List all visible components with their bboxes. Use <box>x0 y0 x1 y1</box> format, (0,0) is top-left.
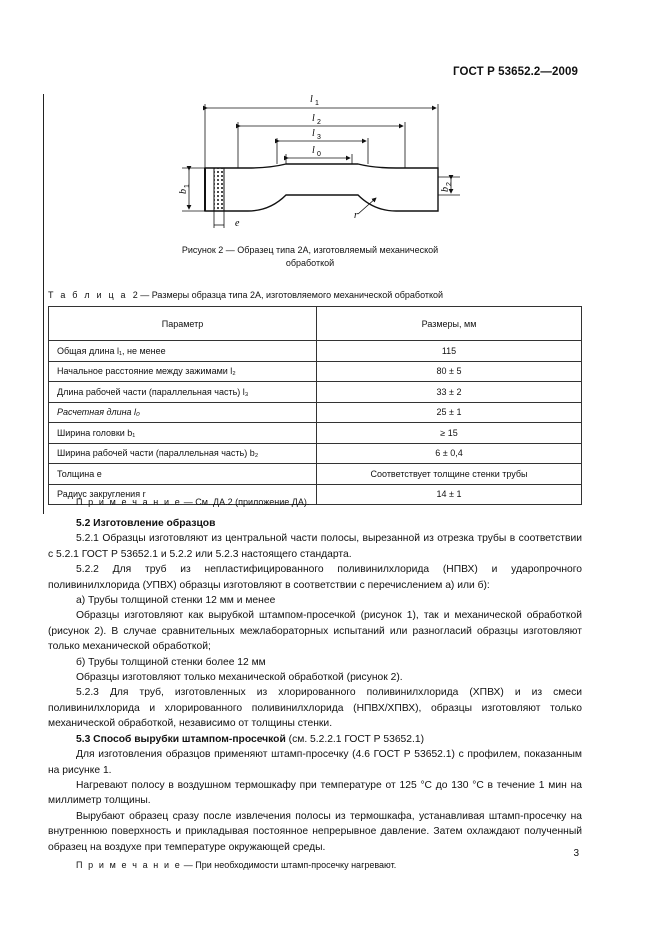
table-cell-value: 25 ± 1 <box>317 402 582 423</box>
section-note <box>48 858 582 873</box>
table-cell-param: Начальное расстояние между зажимами l₂ <box>49 361 317 382</box>
table-cell-value: 33 ± 2 <box>317 382 582 403</box>
paragraph: Образцы изготовляют только механической обработкой (рисунок 2). <box>76 672 403 684</box>
table-cell-value: 6 ± 0,4 <box>317 443 582 464</box>
section-heading-5-3-ref: (см. 5.2.2.1 ГОСТ Р 53652.1) <box>285 733 425 745</box>
body-text <box>48 516 582 873</box>
table-cell-value: 80 ± 5 <box>317 361 582 382</box>
paragraph: 5.2.1 Образцы изготовляют из центральной части полосы, вырезанной из отрезка трубы в соответствии с 5.2.1 ГОСТ Р 53652.1 и 5.2.2 или 5.2.3 настоящего стандарта. <box>48 533 582 560</box>
table-header-size: Размеры, мм <box>317 307 582 341</box>
figure-caption-line2: обработкой <box>285 258 335 268</box>
label-b1: b <box>178 189 189 194</box>
table-header-row <box>49 307 582 341</box>
label-l3-sub: 3 <box>317 134 321 141</box>
change-bar <box>43 94 44 514</box>
label-l2-sub: 2 <box>317 119 321 126</box>
page-number: 3 <box>573 848 579 859</box>
paragraph: Нагревают полосу в воздушном термошкафу при температуре от 125 °С до 130 °С в течение 1 мин на миллиметр толщины. <box>48 779 582 807</box>
section-heading-5-3-bold: 5.3 Способ вырубки штампом-просечкой <box>76 733 286 745</box>
paragraph: Вырубают образец сразу после извлечения полосы из термошкафа, устанавливая штамп-просечку на внутреннюю поверхность и прикладывая постоянное непрерывное давление. Затем охлаждают полученный образец на воздухе при температуре окружающей среды. <box>48 810 582 853</box>
table-title-text: 2 — Размеры образца типа 2А, изготовляемого механической обработкой <box>132 290 444 300</box>
section-heading-5-2: 5.2 Изготовление образцов <box>76 518 216 529</box>
table-cell-value: 115 <box>317 341 582 362</box>
table-cell-value: 14 ± 1 <box>317 484 582 505</box>
document-header: ГОСТ Р 53652.2—2009 <box>453 66 578 78</box>
label-l0-sub: 0 <box>317 151 321 158</box>
table-cell-param: Толщина e <box>49 464 317 485</box>
paragraph: Образцы изготовляют как вырубкой штампом-просечкой (рисунок 1), так и механической обработкой (рисунок 2). В случае сравнительных межлабораторных испытаний или разногласий образцы изготовляют только механической обработкой; <box>48 610 582 653</box>
section-note-text: — При необходимости штамп-просечку нагревают. <box>181 859 397 870</box>
table-note-text: — См. ДА.2 (приложение ДА). <box>181 497 310 507</box>
table-row <box>49 402 582 423</box>
table-row <box>49 341 582 362</box>
paragraph: 5.2.3 Для труб, изготовленных из хлорированного поливинилхлорида (ХПВХ) и из смеси поливинилхлорида и хлорированного поливинилхлорида (НПВХ/ХПВХ), образцы изготовляют только механической обработкой, независимо от толщины стенки. <box>48 687 582 730</box>
figure-caption-line1: Рисунок 2 — Образец типа 2А, изготовляемый механической <box>181 245 439 255</box>
table-note-prefix: П р и м е ч а н и е <box>76 497 182 507</box>
label-l2: l <box>312 113 315 124</box>
paragraph: Для изготовления образцов применяют штамп-просечку (4.6 ГОСТ Р 53652.1) с профилем, показанным на рисунке 1. <box>48 749 582 776</box>
paragraph: б) Трубы толщиной стенки более 12 мм <box>76 656 266 668</box>
table-cell-value: Соответствует толщине стенки трубы <box>317 464 582 485</box>
figure-caption <box>130 244 490 270</box>
table-cell-param: Расчетная длина l₀ <box>49 402 317 423</box>
table-cell-value: ≥ 15 <box>317 423 582 444</box>
table-row <box>49 423 582 444</box>
dimensions-table <box>48 306 582 505</box>
table-row <box>49 361 582 382</box>
specimen-drawing <box>160 86 470 236</box>
table-header-param: Параметр <box>49 307 317 341</box>
paragraph: 5.2.2 Для труб из непластифицированного поливинилхлорида (НПВХ) и ударопрочного поливинилхлорида (УПВХ) образцы изготовляют в соответствии с перечислением а) или б): <box>48 564 582 591</box>
table-title-prefix: Т а б л и ц а <box>48 290 128 300</box>
table-cell-param: Ширина рабочей части (параллельная часть) b₂ <box>49 443 317 464</box>
section-heading-5-3 <box>48 732 582 747</box>
label-b2-sub: 2 <box>446 182 453 186</box>
table-row <box>49 443 582 464</box>
label-l1-sub: 1 <box>315 100 319 107</box>
label-l3: l <box>312 128 315 139</box>
table-note <box>76 497 309 507</box>
label-r: r <box>354 210 358 221</box>
label-l0: l <box>312 145 315 156</box>
label-b2: b <box>440 187 451 192</box>
table-cell-param: Длина рабочей части (параллельная часть) l₃ <box>49 382 317 403</box>
label-e: e <box>235 218 240 229</box>
table-cell-param: Радиус закругления r <box>49 484 317 505</box>
table-row <box>49 382 582 403</box>
section-note-prefix: П р и м е ч а н и е <box>76 859 182 870</box>
table-row <box>49 464 582 485</box>
paragraph: а) Трубы толщиной стенки 12 мм и менее <box>76 595 276 607</box>
table-cell-param: Ширина головки b₁ <box>49 423 317 444</box>
table-title <box>48 290 443 300</box>
table-cell-param: Общая длина l₁, не менее <box>49 341 317 362</box>
label-b1-sub: 1 <box>184 184 191 188</box>
label-l1: l <box>310 94 313 105</box>
